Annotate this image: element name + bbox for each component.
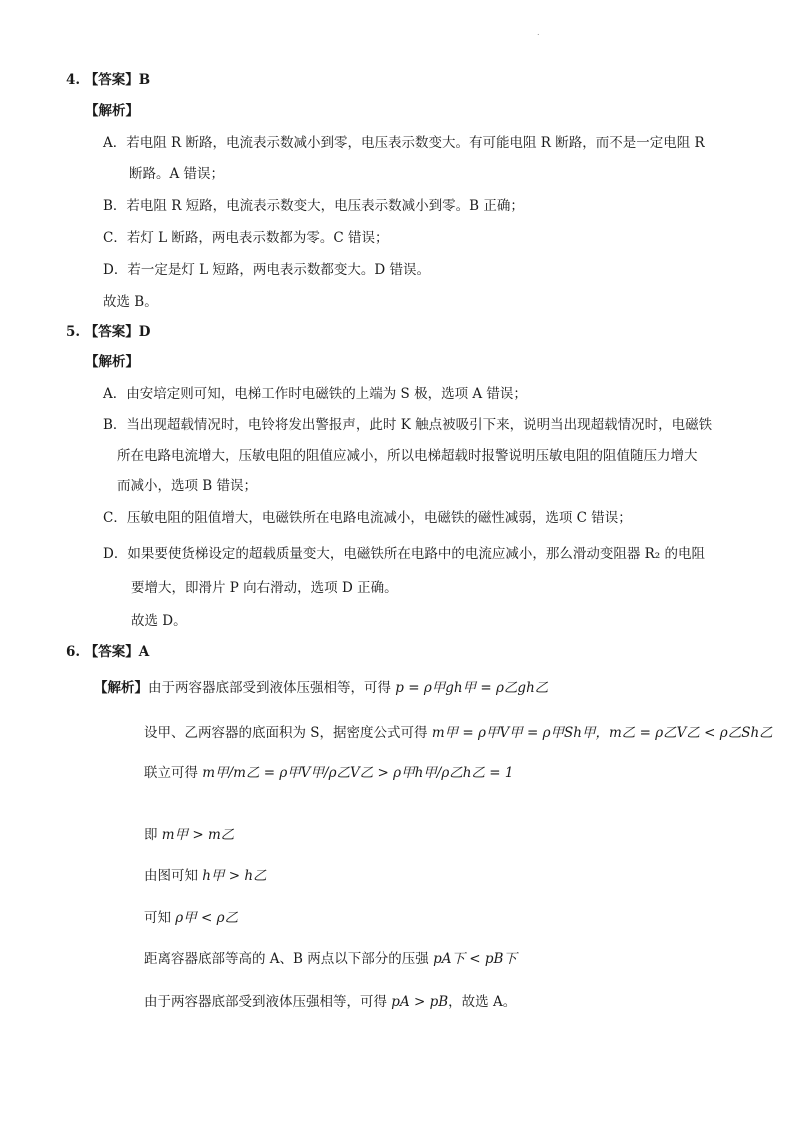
q6-answer-heading: 6. 【答案】A: [66, 644, 150, 660]
q5-analysis-label: 【解析】: [85, 354, 139, 370]
q6-line8-equation: pA > pB: [391, 994, 449, 1010]
q6-line2-equation: m甲 = ρ甲V甲 = ρ甲Sh甲，m乙 = ρ乙V乙 < ρ乙Sh乙: [431, 725, 773, 741]
q6-line6-equation: ρ甲 < ρ乙: [175, 910, 239, 926]
q6-line5-text: 由图可知: [144, 868, 198, 884]
q6-line4-equation: m甲 > m乙: [161, 827, 235, 843]
q5-option-b-line2: 所在电路电流增大，压敏电阻的阻值应减小，所以电梯超载时报警说明压敏电阻的阻值随压力增大: [117, 448, 698, 464]
q5-answer-heading: 5. 【答案】D: [66, 324, 151, 340]
q4-option-a-line1: A．若电阻 R 断路，电流表示数减小到零，电压表示数变大。有可能电阻 R 断路，而不是一定电阻 R: [103, 135, 705, 151]
q6-line7: [144, 947, 517, 967]
q6-line8: [144, 990, 516, 1010]
corner-mark: .: [537, 28, 540, 37]
q6-line3-text: 联立可得: [144, 765, 198, 781]
q4-answer-heading: 4. 【答案】B: [66, 72, 151, 88]
q6-line7-equation: pA下 < pB下: [433, 951, 517, 967]
q4-option-c: C．若灯 L 断路，两电表示数都为零。C 错误；: [103, 230, 389, 246]
q6-analysis-line1: [94, 676, 548, 696]
q5-conclusion: 故选 D。: [131, 613, 187, 629]
q4-option-b: B．若电阻 R 短路，电流表示数变大，电压表示数减小到零。B 正确；: [103, 198, 524, 214]
q6-line2: [144, 721, 773, 741]
q6-line4: [144, 823, 234, 843]
q5-option-d-line2: 要增大，即滑片 P 向右滑动，选项 D 正确。: [131, 580, 398, 596]
q6-line3-equation: m甲/m乙 = ρ甲V甲/ρ乙V乙 > ρ甲h甲/ρ乙h乙 = 1: [202, 765, 514, 781]
q5-option-d-line1: D．如果要使货梯设定的超载质量变大，电磁铁所在电路中的电流应减小，那么滑动变阻器 R₂ 的电阻: [103, 546, 705, 562]
q6-line5: [144, 864, 267, 884]
q6-line3: [144, 761, 513, 781]
q4-option-d: D．若一定是灯 L 短路，两电表示数都变大。D 错误。: [103, 262, 430, 278]
q5-option-b-line3: 而减小，选项 B 错误；: [117, 478, 258, 494]
q5-option-a: A．由安培定则可知，电梯工作时电磁铁的上端为 S 极，选项 A 错误；: [103, 386, 527, 402]
q6-line5-equation: h甲 > h乙: [202, 868, 267, 884]
q6-line1-text: 由于两容器底部受到液体压强相等，可得: [148, 680, 391, 696]
q4-option-a-line2: 断路。A 错误；: [129, 166, 225, 182]
q6-line4-text: 即: [144, 827, 158, 843]
q6-analysis-label: 【解析】: [94, 680, 148, 696]
q6-line2-text: 设甲、乙两容器的底面积为 S，据密度公式可得: [144, 725, 428, 741]
q6-line1-equation: p = ρ甲gh甲 = ρ乙gh乙: [395, 680, 549, 696]
q6-line6-text: 可知: [144, 910, 171, 926]
q5-option-b-line1: B．当出现超载情况时，电铃将发出警报声，此时 K 触点被吸引下来，说明当出现超载情况时，电磁铁: [103, 417, 713, 433]
q6-line8-end: ，故选 A。: [448, 994, 517, 1010]
q4-analysis-label: 【解析】: [85, 103, 139, 119]
q6-line7-text: 距离容器底部等高的 A、B 两点以下部分的压强: [144, 951, 429, 967]
q5-option-c: C．压敏电阻的阻值增大，电磁铁所在电路电流减小，电磁铁的磁性减弱，选项 C 错误；: [103, 510, 632, 526]
q6-line8-text: 由于两容器底部受到液体压强相等，可得: [144, 994, 387, 1010]
q6-line6: [144, 906, 238, 926]
q4-conclusion: 故选 B。: [103, 294, 158, 310]
